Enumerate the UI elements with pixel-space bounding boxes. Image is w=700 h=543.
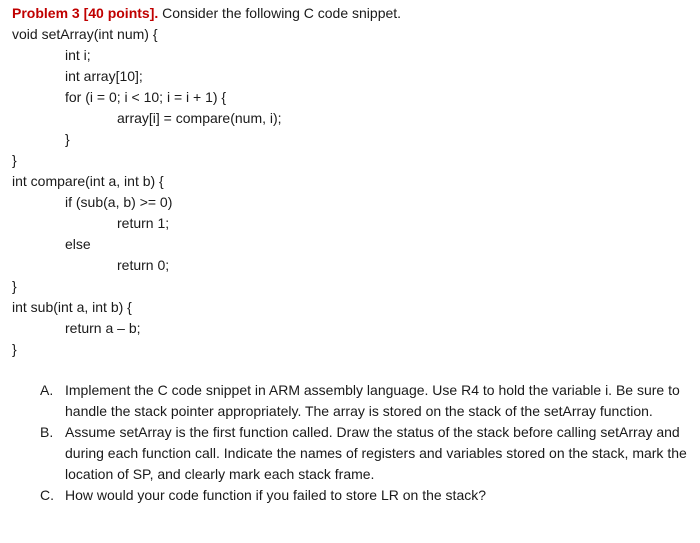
code-line: array[i] = compare(num, i); bbox=[117, 110, 282, 126]
problem-heading bbox=[12, 3, 401, 23]
question-marker: B. bbox=[40, 424, 54, 440]
question-marker: C. bbox=[40, 487, 54, 503]
question-text: How would your code function if you failed to store LR on the stack? bbox=[65, 487, 487, 503]
question-marker: A. bbox=[40, 382, 54, 398]
code-line: } bbox=[12, 341, 17, 357]
question-item bbox=[40, 485, 690, 506]
problem-intro: Consider the following C code snippet. bbox=[158, 5, 402, 21]
question-list bbox=[40, 380, 690, 506]
code-line: int sub(int a, int b) { bbox=[12, 299, 132, 315]
code-line: return 0; bbox=[117, 257, 170, 273]
problem-title: Problem 3 [40 points]. bbox=[12, 5, 159, 21]
code-line: else bbox=[65, 236, 91, 252]
code-line: return a – b; bbox=[65, 320, 141, 336]
code-line: void setArray(int num) { bbox=[12, 26, 158, 42]
question-text: Implement the C code snippet in ARM assembly language. Use R4 to hold the variable i. Be sure to handle the stack pointer appropriately. The array is stored on the stack of the setArray function. bbox=[65, 382, 680, 419]
question-text: Assume setArray is the first function called. Draw the status of the stack before calling setArray and during each function call. Indicate the names of registers and variables stored on the stack, mark the location of SP, and clearly mark each stack frame. bbox=[65, 424, 687, 482]
question-item bbox=[40, 422, 690, 485]
code-line: return 1; bbox=[117, 215, 170, 231]
code-line: int compare(int a, int b) { bbox=[12, 173, 164, 189]
code-line: int i; bbox=[65, 47, 91, 63]
question-item bbox=[40, 380, 690, 422]
code-line: int array[10]; bbox=[65, 68, 143, 84]
code-line: for (i = 0; i < 10; i = i + 1) { bbox=[65, 89, 227, 105]
code-line: } bbox=[12, 278, 17, 294]
code-line: } bbox=[65, 131, 70, 147]
code-line: } bbox=[12, 152, 17, 168]
code-line: if (sub(a, b) >= 0) bbox=[65, 194, 173, 210]
